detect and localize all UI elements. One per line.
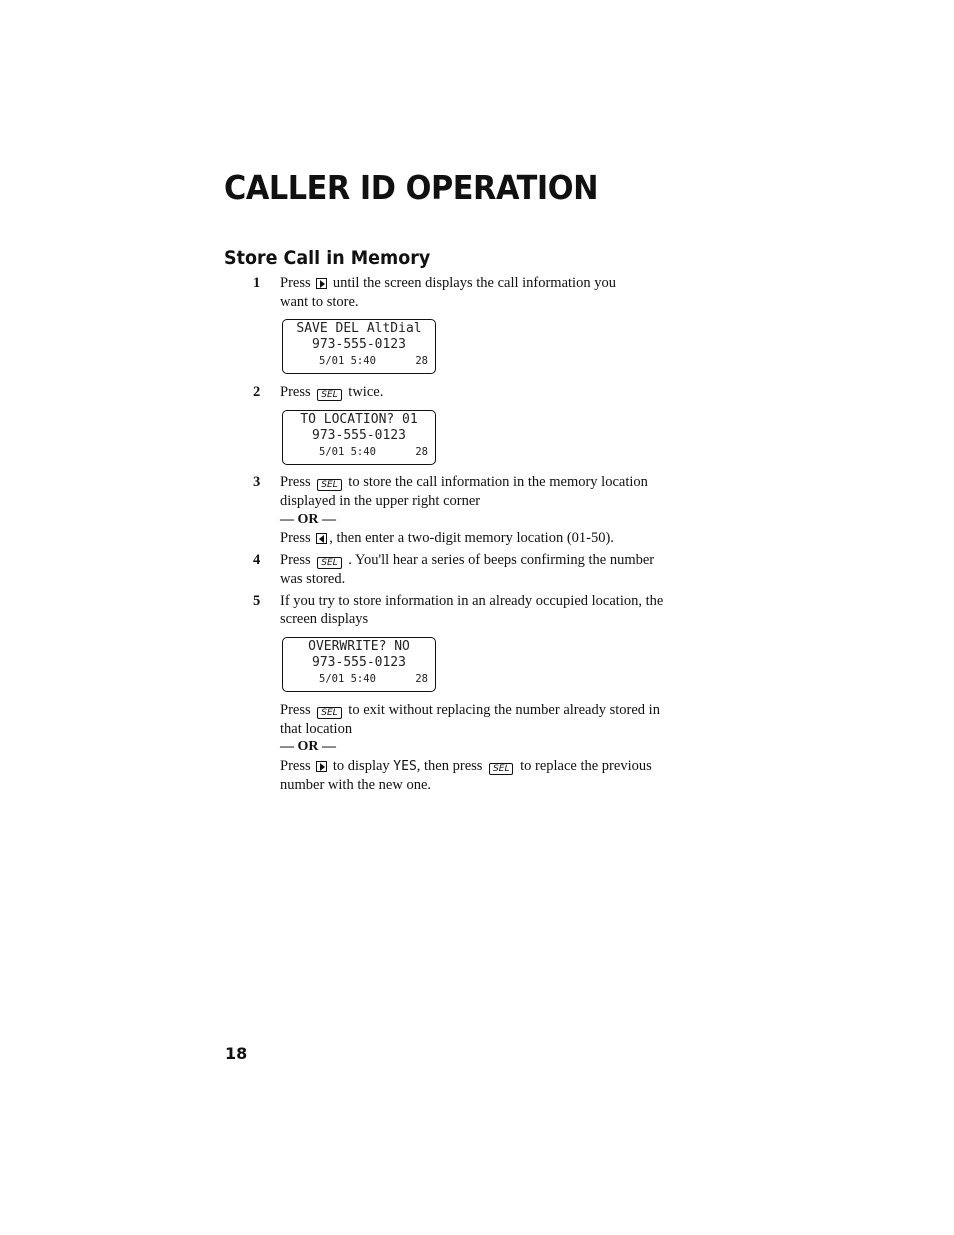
lcd-count: 28 xyxy=(415,355,428,367)
step-4-text: Press SEL . You'll hear a series of beeps confirming the number xyxy=(280,552,655,568)
lcd-count: 28 xyxy=(415,446,428,458)
section-heading: Store Call in Memory xyxy=(224,247,431,269)
lcd-date: 5/01 5:40 xyxy=(319,355,376,367)
step-3-text-cont: displayed in the upper right corner xyxy=(280,493,481,509)
step-3-number: 3 xyxy=(253,474,261,490)
sel-key-icon: SEL xyxy=(489,763,513,775)
lcd-line1: TO LOCATION? 01 xyxy=(300,412,418,427)
lcd-line2: 973-555-0123 xyxy=(312,337,406,352)
yes-display-text: YES xyxy=(393,759,417,774)
lcd-screen-save xyxy=(282,319,436,374)
step-5-text-cont: screen displays xyxy=(280,611,369,627)
step-4-number: 4 xyxy=(253,552,261,568)
left-arrow-key-icon xyxy=(316,533,327,544)
after-text-cont: that location xyxy=(280,721,353,737)
lcd-screen-location xyxy=(282,410,436,465)
lcd-count: 28 xyxy=(415,673,428,685)
lcd-date: 5/01 5:40 xyxy=(319,673,376,685)
after-alt-text: Press to display YES, then press SEL to replace the previous xyxy=(280,758,652,774)
sel-key-icon: SEL xyxy=(317,557,341,569)
page-title: CALLER ID OPERATION xyxy=(224,168,599,207)
lcd-date: 5/01 5:40 xyxy=(319,446,376,458)
after-text: Press SEL to exit without replacing the number already stored in xyxy=(280,702,660,718)
step-2-text: Press SEL twice. xyxy=(280,384,384,400)
step-4-text-cont: was stored. xyxy=(280,571,346,587)
or-separator: — OR — xyxy=(280,512,336,527)
lcd-line1: OVERWRITE? NO xyxy=(308,639,410,654)
after-alt-text-cont: number with the new one. xyxy=(280,777,432,793)
step-5-number: 5 xyxy=(253,593,261,609)
sel-key-icon: SEL xyxy=(317,389,341,401)
sel-key-icon: SEL xyxy=(317,479,341,491)
lcd-line2: 973-555-0123 xyxy=(312,655,406,670)
lcd-line1: SAVE DEL AltDial xyxy=(296,321,422,336)
sel-key-icon: SEL xyxy=(317,707,341,719)
lcd-screen-overwrite xyxy=(282,637,436,692)
step-1-number: 1 xyxy=(253,275,261,291)
step-5-text: If you try to store information in an already occupied location, the xyxy=(280,593,664,609)
lcd-line2: 973-555-0123 xyxy=(312,428,406,443)
or-separator: — OR — xyxy=(280,739,336,754)
page-number: 18 xyxy=(225,1044,248,1063)
step-3-alt-text: Press , then enter a two-digit memory location (01-50). xyxy=(280,530,614,546)
right-arrow-key-icon xyxy=(316,278,327,289)
step-1-text-cont: want to store. xyxy=(280,294,359,310)
right-arrow-key-icon xyxy=(316,761,327,772)
step-1-text: Press until the screen displays the call information you xyxy=(280,275,616,291)
step-2-number: 2 xyxy=(253,384,261,400)
step-3-text: Press SEL to store the call information in the memory location xyxy=(280,474,648,490)
